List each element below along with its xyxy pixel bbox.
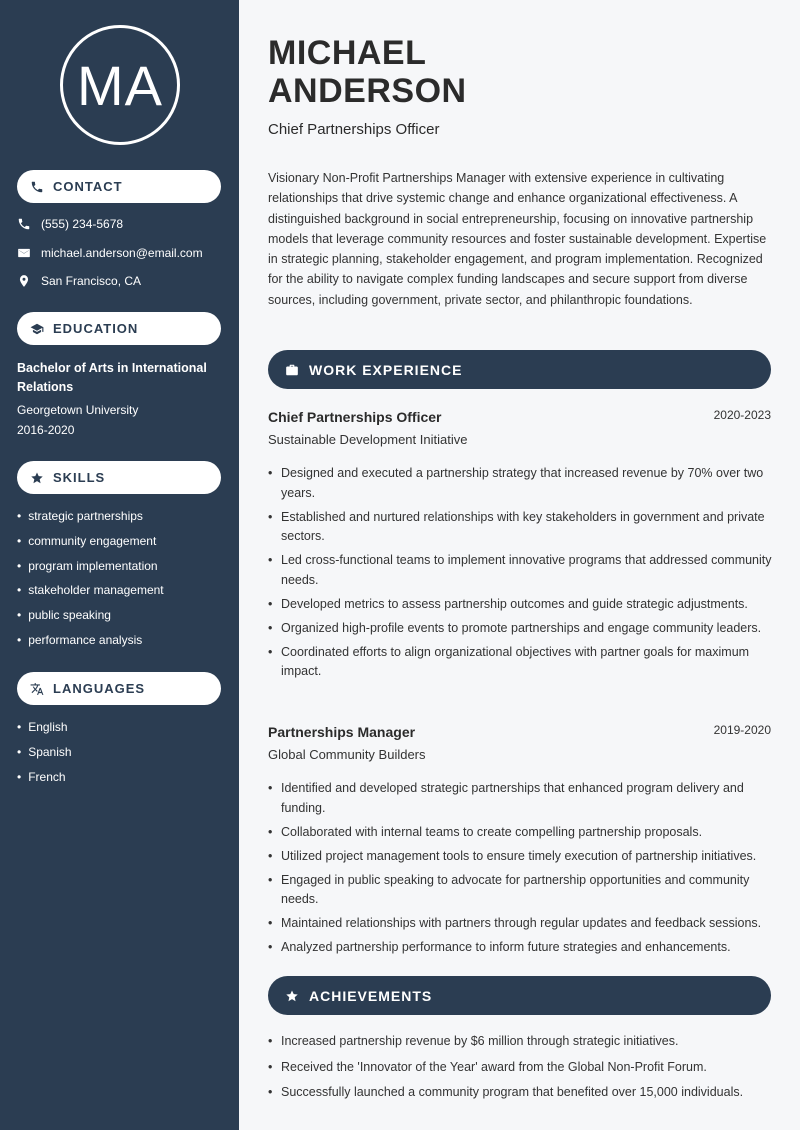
job-title: Chief Partnerships Officer xyxy=(268,409,442,425)
briefcase-icon xyxy=(285,363,299,377)
skills-list xyxy=(17,508,164,657)
phone-text[interactable]: (555) 234-5678 xyxy=(41,217,124,231)
skill-item: • strategic partnerships xyxy=(17,508,164,533)
job-bullet: • Identified and developed strategic partnerships that enhanced program delivery and funding. xyxy=(268,779,773,818)
job-bullet: • Analyzed partnership performance to inform future strategies and enhancements. xyxy=(268,938,773,958)
skill-item: • stakeholder management xyxy=(17,582,164,607)
contact-heading xyxy=(17,170,221,203)
contact-location xyxy=(17,274,141,288)
job-bullet: • Maintained relationships with partners through regular updates and feedback sessions. xyxy=(268,914,773,934)
star-icon xyxy=(285,989,299,1003)
skill-item: • community engagement xyxy=(17,533,164,558)
job-bullet: • Engaged in public speaking to advocate for partnership opportunities and community needs. xyxy=(268,871,773,910)
contact-phone xyxy=(17,217,123,231)
languages-heading-label: LANGUAGES xyxy=(53,681,146,696)
skills-heading-label: SKILLS xyxy=(53,470,106,485)
achievements-heading-label: ACHIEVEMENTS xyxy=(309,987,433,1004)
job-bullet: • Established and nurtured relationships with key stakeholders in government and private sectors. xyxy=(268,508,773,547)
phone-icon xyxy=(30,180,44,194)
job-headline: Chief Partnerships Officer xyxy=(268,121,440,138)
languages-list xyxy=(17,719,72,793)
last-name: ANDERSON xyxy=(268,72,467,110)
language-item: • Spanish xyxy=(17,744,72,769)
education-school: Georgetown University xyxy=(17,403,139,417)
job-bullet: • Developed metrics to assess partnership outcomes and guide strategic adjustments. xyxy=(268,595,773,615)
contact-email xyxy=(17,246,203,260)
education-heading-label: EDUCATION xyxy=(53,321,139,336)
star-icon xyxy=(30,471,44,485)
email-icon xyxy=(17,246,31,260)
email-text[interactable]: michael.anderson@email.com xyxy=(41,246,203,260)
job-organization: Sustainable Development Initiative xyxy=(268,432,468,447)
education-years: 2016-2020 xyxy=(17,423,75,437)
job-organization: Global Community Builders xyxy=(268,747,426,762)
first-name: MICHAEL xyxy=(268,34,427,72)
languages-heading xyxy=(17,672,221,705)
job-dates: 2019-2020 xyxy=(713,723,771,737)
contact-heading-label: CONTACT xyxy=(53,179,123,194)
skill-item: • performance analysis xyxy=(17,632,164,657)
language-item: • English xyxy=(17,719,72,744)
location-pin-icon xyxy=(17,274,31,288)
location-text: San Francisco, CA xyxy=(41,274,142,288)
achievements-list xyxy=(268,1032,773,1109)
achievement-item: • Increased partnership revenue by $6 million through strategic initiatives. xyxy=(268,1032,773,1052)
skill-item: • public speaking xyxy=(17,607,164,632)
job-title: Partnerships Manager xyxy=(268,724,416,740)
profile-summary: Visionary Non-Profit Partnerships Manager with extensive experience in cultivating relationships that drive systemic change and enhance organizational effectiveness. A distinguished background in social entrepreneurship, focusing on innovative partnership models that leverage community resources and foster sustainable development. Expertise in strategic planning, stakeholder engagement, and program implementation. Recognized for the ability to navigate complex funding landscapes and secure support from diverse sources, including government, private sector, and philanthropic foundations. xyxy=(268,171,767,307)
job-bullet: • Coordinated efforts to align organizational objectives with partner goals for maximum impact. xyxy=(268,643,773,682)
job-dates: 2020-2023 xyxy=(713,408,771,422)
work-experience-heading xyxy=(268,350,771,389)
sidebar xyxy=(0,0,239,1130)
skills-heading xyxy=(17,461,221,494)
job-bullet: • Collaborated with internal teams to create compelling partnership proposals. xyxy=(268,823,773,843)
achievements-heading xyxy=(268,976,771,1015)
job-bullet: • Utilized project management tools to ensure timely execution of partnership initiatives. xyxy=(268,847,773,867)
education-heading xyxy=(17,312,221,345)
phone-icon xyxy=(17,217,31,231)
job-bullets xyxy=(268,779,773,962)
job-bullet: • Led cross-functional teams to implement innovative programs that addressed community needs. xyxy=(268,551,773,590)
achievement-item: • Successfully launched a community program that benefited over 15,000 individuals. xyxy=(268,1083,773,1103)
skill-item: • program implementation xyxy=(17,558,164,583)
avatar-initials: MA xyxy=(60,25,180,145)
job-bullets xyxy=(268,464,773,686)
job-bullet: • Organized high-profile events to promote partnerships and engage community leaders. xyxy=(268,619,773,639)
job-bullet: • Designed and executed a partnership strategy that increased revenue by 70% over two years. xyxy=(268,464,773,503)
translate-icon xyxy=(30,682,44,696)
language-item: • French xyxy=(17,769,72,794)
education-degree: Bachelor of Arts in International Relations xyxy=(17,361,207,394)
work-experience-heading-label: WORK EXPERIENCE xyxy=(309,361,463,378)
full-name xyxy=(268,34,467,110)
graduation-cap-icon xyxy=(30,322,44,336)
achievement-item: • Received the 'Innovator of the Year' award from the Global Non-Profit Forum. xyxy=(268,1058,773,1078)
